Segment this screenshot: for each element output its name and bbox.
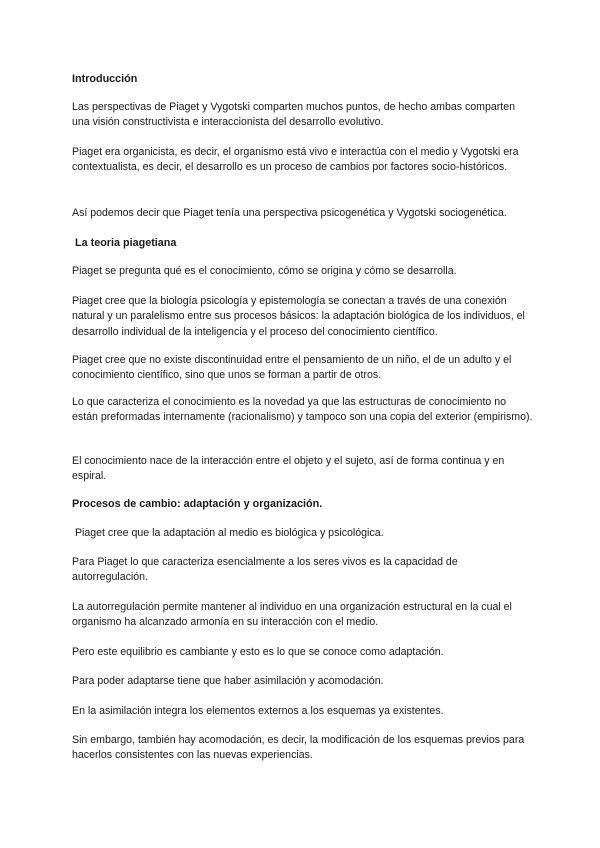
paragraph-processes-3: La autorregulación permite mantener al individuo en una organización estructural en la cual el organismo ha alcanzado armonía en su interacción con el medio. (72, 601, 512, 629)
paragraph-theory-1: Piaget se pregunta qué es el conocimiento, cómo se origina y cómo se desarrolla. (72, 265, 457, 277)
paragraph-processes-1: Piaget cree que la adaptación al medio es biológica y psicológica. (72, 527, 384, 539)
paragraph-processes-7: Sin embargo, también hay acomodación, es decir, la modificación de los esquemas previos para hacerlos consistentes con las nuevas experiencias. (72, 734, 525, 762)
heading-teoria-piagetiana: La teoria piagetiana (72, 237, 177, 249)
paragraph-intro-1: Las perspectivas de Piaget y Vygotski comparten muchos puntos, de hecho ambas comparten una visión constructivista e interaccionista del desarrollo evolutivo. (72, 101, 516, 129)
paragraph-intro-2: Piaget era organicista, es decir, el organismo está vivo e interactúa con el medio y Vygotski era contextualista, es decir, el desarrollo es un proceso de cambios por factores socio-históricos. (72, 146, 519, 174)
paragraph-theory-2: Piaget cree que la biología psicología y epistemología se conectan a través de una conexión natural y un paralelismo entre sus procesos básicos: la adaptación biológica de los individuos, el desarrollo individual de la inteligencia y el proceso del conocimiento científico. (72, 295, 525, 338)
paragraph-processes-2: Para Piaget lo que caracteriza esencialmente a los seres vivos es la capacidad de autorregulación. (72, 556, 458, 584)
paragraph-theory-4: Lo que caracteriza el conocimiento es la novedad ya que las estructuras de conocimiento no están preformadas internamente (racionalismo) y tampoco son una copia del exterior (empirismo). (72, 396, 533, 424)
heading-introduccion: Introducción (72, 73, 138, 85)
paragraph-theory-3: Piaget cree que no existe discontinuidad entre el pensamiento de un niño, el de un adulto y el conocimiento científico, sino que unos se forman a partir de otros. (72, 354, 512, 382)
paragraph-processes-4: Pero este equilibrio es cambiante y esto es lo que se conoce como adaptación. (72, 646, 444, 658)
paragraph-processes-6: En la asimilación integra los elementos externos a los esquemas ya existentes. (72, 705, 444, 717)
paragraph-processes-5: Para poder adaptarse tiene que haber asimilación y acomodación. (72, 675, 384, 687)
paragraph-intro-3: Así podemos decir que Piaget tenía una perspectiva psicogenética y Vygotski sociogenética. (72, 207, 507, 219)
paragraph-theory-5: El conocimiento nace de la interacción entre el objeto y el sujeto, así de forma continua y en espiral. (72, 455, 505, 483)
heading-procesos-de-cambio: Procesos de cambio: adaptación y organización. (72, 498, 323, 510)
